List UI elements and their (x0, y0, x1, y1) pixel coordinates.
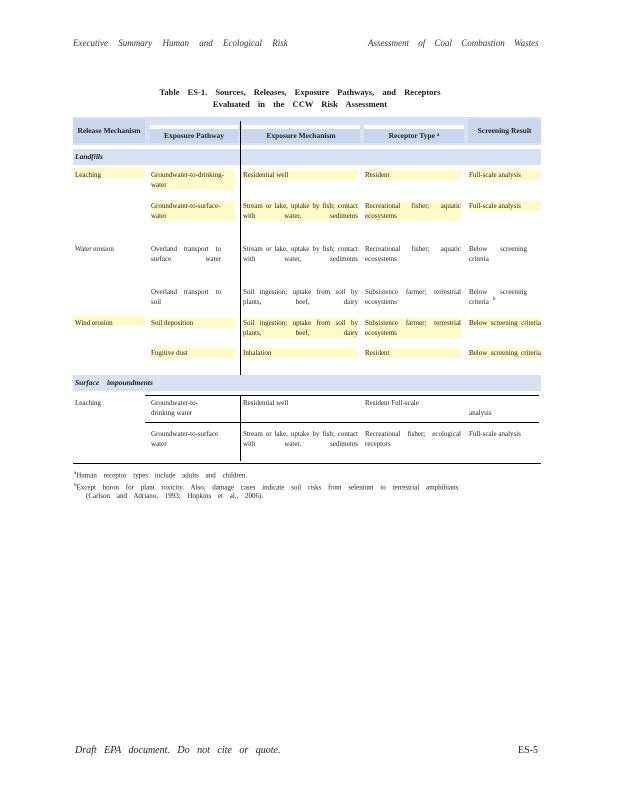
row-7-receptor: Resident Full-scale (365, 399, 419, 407)
row-3-pathway: Overland transport to surface water (151, 245, 221, 263)
row-5-release: Wind erosion (75, 319, 113, 327)
table-title-line-2: Evaluated in the CCW Risk Assessment (212, 99, 388, 109)
row-1-release: Leaching (75, 171, 102, 179)
row-4-result: Below screening criteria (469, 288, 527, 306)
row-4-pathway: Overland transport to soil (151, 288, 221, 306)
row-8-mechanism: Stream or lake, uptake by fish; contact with water, sediments (243, 430, 358, 448)
table-title-line-1: Table ES-1. Sources, Releases, Exposure Pathways, and Receptors (159, 87, 441, 97)
row-8-result: Full-scale analysis (469, 430, 521, 438)
row-5-receptor: Subsistence farmer; terrestrial ecosystems (365, 319, 461, 337)
row-5-pathway: Soil deposition (151, 318, 235, 328)
footnote-b-line-2: (Carlson and Adriano, 1993; Hopkins et al., 2006). (86, 492, 264, 500)
col-header-receptor-sup: a (436, 133, 440, 138)
row-7-mechanism: Residential well (243, 399, 289, 407)
row-3-result: Below screening criteria (469, 245, 527, 263)
row-7-pathway: Groundwater-to-drinking water (151, 399, 198, 417)
table-title (140, 86, 460, 110)
table-bottom-rule (73, 463, 541, 464)
row-3-receptor: Recreational fisher; aquatic ecosystems (365, 245, 461, 263)
column-rule (240, 121, 241, 375)
row-3-release: Water erosion (75, 245, 114, 253)
running-header-right: Assessment of Coal Combustion Wastes (368, 38, 539, 48)
row-rule (145, 395, 539, 396)
row-2-result: Full-scale analysis (469, 201, 541, 211)
row-5-result: Below screening criteria (469, 319, 541, 327)
page-number: ES-5 (518, 745, 538, 756)
row-4-receptor: Subsistence farmer; terrestrial ecosystems (365, 288, 461, 306)
col-header-receptor (364, 129, 464, 143)
row-1-receptor: Resident (365, 170, 461, 180)
footnote-a-mark: a (74, 471, 77, 476)
section-band-landfills (73, 149, 541, 165)
row-2-mechanism: Stream or lake, uptake by fish; contact with water, sediments (243, 202, 358, 220)
footnote-b-mark: b (74, 483, 77, 488)
row-6-result: Below screening criteria (469, 349, 541, 357)
running-header-left: Executive Summary Human and Ecological Risk (73, 38, 288, 48)
column-rule (240, 395, 241, 461)
row-8-pathway: Groundwater-to-surface water (151, 430, 219, 448)
row-2-receptor: Recreational fisher; aquatic ecosystems (365, 202, 461, 220)
row-8-receptor: Recreational fisher; ecological receptors (365, 430, 461, 448)
row-4-result-sup: b (493, 297, 496, 302)
footer-disclaimer: Draft EPA document. Do not cite or quote. (75, 745, 281, 756)
footnote-a (74, 469, 247, 480)
row-1-result: Full-scale analysis (469, 170, 541, 180)
row-rule (145, 422, 539, 423)
row-3-mechanism: Stream or lake, uptake by fish; contact with water, sediments (243, 245, 358, 263)
footnote-a-text: Human receptor types include adults and children. (76, 471, 248, 480)
row-4-mechanism: Soil ingestion; uptake from soil by plants, beef, dairy (243, 288, 358, 306)
footnote-b (74, 481, 458, 492)
row-6-mechanism: Inhalation (243, 348, 358, 358)
row-5-mechanism: Soil ingestion; uptake from soil by plants, beef, dairy (243, 319, 358, 337)
col-header-mechanism: Exposure Mechanism (242, 129, 360, 143)
col-header-result: Screening Result (468, 119, 541, 143)
row-6-receptor: Resident (365, 348, 461, 358)
row-7-result: analysis (469, 409, 492, 417)
row-7-release: Leaching (75, 399, 102, 407)
col-header-release: Release Mechanism (73, 119, 145, 143)
row-2-pathway: Groundwater-to-surface-water (151, 201, 235, 221)
col-header-receptor-label: Receptor Type (388, 131, 436, 140)
footnote-b-text: Except boron for plant toxicity. Also, damage cases indicate soil risks from selenium to terrestrial amphibians (76, 483, 459, 492)
section-title-surface-impoundments: Surface impoundments (75, 378, 153, 387)
section-title-landfills: Landfills (75, 152, 103, 161)
row-1-pathway: Groundwater-to-drinking-water (151, 170, 235, 190)
row-6-pathway: Fugitive dust (151, 348, 235, 358)
col-header-pathway: Exposure Pathway (150, 129, 238, 143)
row-1-mechanism: Residential well (243, 170, 358, 180)
